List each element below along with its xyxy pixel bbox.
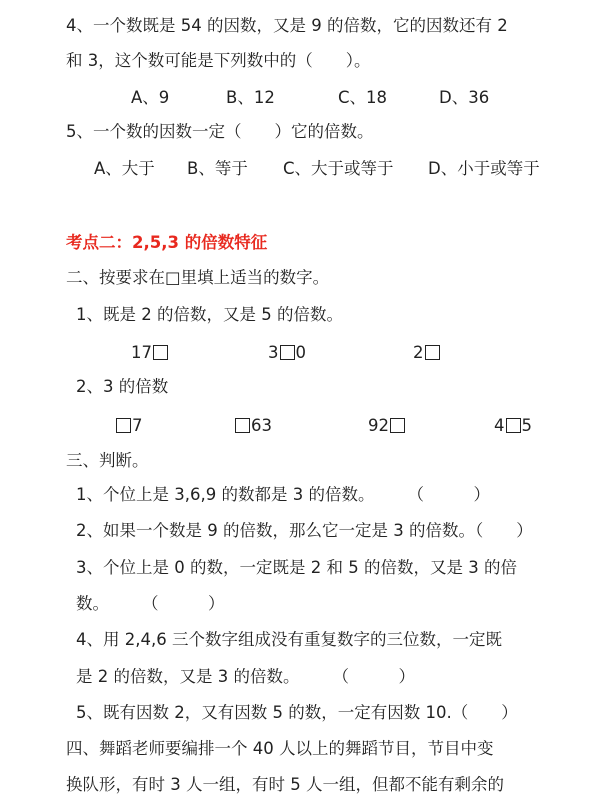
section3-heading: 三、判断。	[66, 451, 149, 470]
q5-option-a: A、大于	[94, 159, 155, 178]
section2-sub2: 2、3 的倍数	[76, 377, 169, 396]
section2-title: 考点二：2,5,3 的倍数特征	[66, 233, 268, 252]
answer-box[interactable]	[153, 345, 168, 360]
fill-item-17: 17	[131, 341, 169, 365]
section4-line1: 四、舞蹈老师要编排一个 40 人以上的舞蹈节目，节目中变	[66, 739, 494, 758]
q4-option-a: A、9	[131, 88, 170, 107]
answer-box[interactable]	[425, 345, 440, 360]
q5-option-c: C、大于或等于	[283, 159, 394, 178]
q4-option-d: D、36	[439, 88, 490, 107]
answer-box[interactable]	[116, 418, 131, 433]
answer-box[interactable]	[235, 418, 250, 433]
judge-3-line1: 3、个位上是 0 的数，一定既是 2 和 5 的倍数，又是 3 的倍	[76, 558, 517, 577]
judge-3-line2: 数。 （ ）	[76, 594, 225, 613]
q4-option-c: C、18	[338, 88, 388, 107]
judge-1: 1、个位上是 3,6,9 的数都是 3 的倍数。 （ ）	[76, 485, 490, 504]
q4-option-b: B、12	[226, 88, 275, 107]
fill-item-7: 7	[115, 414, 143, 438]
fill-item-92: 92	[368, 414, 406, 438]
q5-option-d: D、小于或等于	[428, 159, 540, 178]
section2-sub1: 1、既是 2 的倍数，又是 5 的倍数。	[76, 305, 343, 324]
fill-item-4-5: 4 5	[494, 416, 532, 435]
judge-4-line2: 是 2 的倍数，又是 3 的倍数。 （ ）	[76, 667, 415, 686]
answer-box[interactable]	[280, 345, 295, 360]
q5-line1: 5、一个数的因数一定（ ）它的倍数。	[66, 122, 374, 141]
answer-box[interactable]	[390, 418, 405, 433]
q4-line1: 4、一个数既是 54 的因数，又是 9 的倍数，它的因数还有 2	[66, 16, 508, 35]
fill-item-2: 2	[413, 341, 441, 365]
judge-2: 2、如果一个数是 9 的倍数，那么它一定是 3 的倍数。（ ）	[76, 521, 533, 540]
section2-heading: 二、按要求在□里填上适当的数字。	[66, 268, 330, 287]
section4-line2: 换队形，有时 3 人一组，有时 5 人一组，但都不能有剩余的	[66, 775, 504, 794]
judge-5: 5、既有因数 2，又有因数 5 的数，一定有因数 10.（ ）	[76, 703, 518, 722]
fill-item-63: 63	[234, 414, 272, 438]
answer-box[interactable]	[506, 418, 521, 433]
q5-option-b: B、等于	[187, 159, 248, 178]
q4-line2: 和 3，这个数可能是下列数中的（ ）。	[66, 51, 371, 70]
fill-item-3-0: 3 0	[268, 343, 306, 362]
judge-4-line1: 4、用 2,4,6 三个数字组成没有重复数字的三位数，一定既	[76, 630, 502, 649]
